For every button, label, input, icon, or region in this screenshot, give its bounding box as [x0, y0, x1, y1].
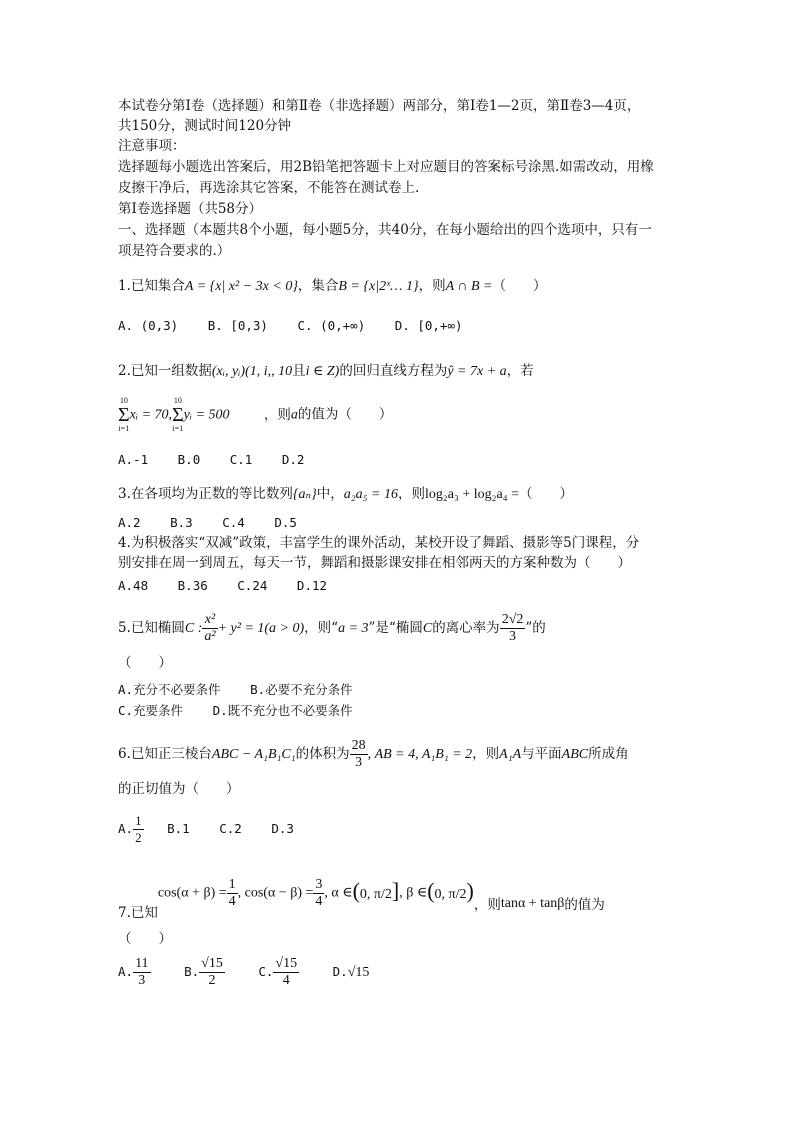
- q5-eccentricity: $\frac{2√2}{3}$: [501, 612, 524, 644]
- q5-option-d: D.既不充分也不必要条件: [212, 703, 353, 718]
- q2-option-a: A.-1: [118, 452, 149, 467]
- q7-options: [118, 956, 369, 989]
- sum-symbol-2: 10 Σ i=1: [172, 396, 184, 433]
- q4-option-d: D.12: [296, 578, 328, 593]
- q5-option-b: B.必要不充分条件: [250, 682, 353, 697]
- q7-option-c: C. $\frac{√15}{4}$: [258, 956, 298, 988]
- q2-data: (xᵢ, yᵢ)(1, i,, 10: [211, 364, 293, 379]
- q3-seq: {aₙ}: [292, 487, 317, 502]
- q1-option-d: D. [0,+∞): [394, 318, 463, 333]
- notice-line-2: 皮擦干净后，再选涂其它答案，不能答在测试卷上.: [118, 180, 420, 196]
- q5-options-row-1: [118, 680, 375, 698]
- q1-blank: （ ）: [492, 278, 547, 294]
- q7-cond-4: , β ∈: [399, 885, 428, 901]
- q1-prefix: 1.已知集合: [118, 278, 185, 294]
- q4-options: [118, 578, 349, 593]
- q6-options: [118, 813, 316, 846]
- q2-ask: ，则: [263, 406, 291, 423]
- question-2: [118, 361, 534, 382]
- q6-prefix: 6.已知正三棱台: [118, 746, 212, 762]
- question-4-line-2: 别安排在周一到周五，每天一节，舞蹈和摄影课安排在相邻两天的方案种数为（ ）: [118, 555, 631, 571]
- q1-expr: A ∩ B =: [445, 279, 493, 294]
- notice-line-1: 选择题每小题选出答案后，用2B铅笔把答题卡上对应题目的答案标号涂黑.如需改动，用橡: [118, 159, 654, 175]
- q7-option-a: A. $\frac{11}{3}$: [118, 956, 149, 988]
- q1-option-c: C. (0,+∞): [297, 318, 366, 333]
- intro-line-2: 共150分，测试时间120分钟: [118, 118, 292, 134]
- q5-suffix: ”的: [525, 620, 546, 636]
- q3-mid2: ，则: [397, 486, 425, 502]
- q3-option-b: B.3: [170, 515, 193, 530]
- q6-option-a: A. $\frac{1}{2}$: [118, 813, 142, 845]
- q3-cond: a₂a₅ = 16: [343, 487, 398, 502]
- q2-equation: ŷ = 7x + a: [447, 364, 507, 379]
- q2-cond: i ∈ Z): [305, 364, 340, 379]
- q7-frac-1: $\frac{1}{4}$: [228, 876, 236, 909]
- q2-suffix: ，若: [506, 363, 534, 379]
- q1-option-a: A. (0,3): [118, 318, 179, 333]
- q6-option-b: B.1: [167, 821, 190, 836]
- q3-prefix: 3.在各项均为正数的等比数列: [118, 486, 293, 502]
- q5-option-a: A.充分不必要条件: [118, 682, 221, 697]
- q6-mid3: 与平面: [521, 746, 562, 762]
- q2-options: [118, 452, 326, 467]
- q3-options: [118, 515, 319, 530]
- q7-suffix: 的值为: [564, 896, 605, 913]
- q1-set-a: A = {x| x² − 3x < 0}: [184, 279, 298, 294]
- q3-mid: 中，: [316, 486, 344, 502]
- sum-symbol-1: 10 Σ i=1: [118, 396, 130, 433]
- q7-prefix: 7.已知: [118, 904, 158, 921]
- q7-mid: ，则: [473, 896, 501, 913]
- q7-cond-2: , cos(α − β) =: [237, 885, 314, 901]
- q2-sum-x: xᵢ = 70,: [129, 407, 173, 423]
- q5-option-c: C.充要条件: [118, 703, 184, 718]
- notice-title: 注意事项：: [118, 138, 186, 154]
- question-3: [118, 484, 573, 505]
- question-4-line-1: 4.为积极落实“双减”政策，丰富学生的课外活动，某校开设了舞蹈、摄影等5门课程，分: [118, 535, 640, 551]
- q5-mid: ，则“: [304, 620, 339, 636]
- q5-options-row-2: [118, 701, 375, 719]
- q2-sums: [118, 396, 392, 434]
- q1-options: [118, 318, 485, 333]
- q2-option-c: C.1: [229, 452, 253, 467]
- q7-cond-1: cos(α + β) =: [157, 885, 227, 901]
- question-1: [118, 276, 547, 297]
- q7-interval-2: (0, π/2): [427, 878, 474, 903]
- q7-cond-3: , α ∈: [324, 885, 353, 901]
- q1-set-b: B = {x|2ˣ… 1}: [338, 279, 419, 294]
- q2-prefix: 2.已知一组数据: [118, 363, 212, 379]
- q7-expr: tanα + tanβ: [500, 895, 565, 911]
- q3-expr: log₂a₃ + log₂a₄ =: [424, 487, 519, 502]
- q6-mid2: ，则: [472, 746, 500, 762]
- q2-mid: 且: [292, 363, 306, 379]
- q6-solid: ABC − A₁B₁C₁: [211, 747, 296, 762]
- q2-sum-y: yᵢ = 500: [183, 407, 230, 423]
- q2-option-b: B.0: [177, 452, 201, 467]
- q6-cond: , AB = 4, A₁B₁ = 2: [367, 747, 473, 762]
- q7-option-b: B. $\frac{√15}{2}$: [184, 956, 223, 988]
- q6-option-c: C.2: [219, 821, 242, 836]
- q6-suffix: 所成角: [588, 746, 629, 762]
- q7-option-d: D.√15: [332, 964, 370, 980]
- q3-option-d: D.5: [274, 515, 297, 530]
- q5-blank: （ ）: [118, 655, 172, 671]
- q6-line-2: 的正切值为（ ）: [118, 781, 240, 797]
- q2-option-d: D.2: [281, 452, 305, 467]
- q2-mid2: 的回归直线方程为: [339, 363, 448, 379]
- q6-plane: ABC: [561, 747, 589, 762]
- q1-option-b: B. [0,3): [207, 318, 268, 333]
- q6-edge: A₁A: [499, 747, 522, 762]
- section-line-2: 项是符合要求的.）: [118, 243, 231, 259]
- q3-option-a: A.2: [118, 515, 141, 530]
- q5-prefix: 5.已知椭圆: [118, 620, 185, 636]
- question-5: [118, 611, 546, 646]
- q4-option-a: A.48: [118, 578, 149, 593]
- q5-mid3: 的离心率为: [432, 620, 500, 636]
- q6-volume: $\frac{28}{3}$: [351, 738, 366, 770]
- q6-mid: 的体积为: [295, 746, 350, 762]
- q7-interval-1: (0, π/2]: [352, 878, 400, 903]
- q5-mid2: ”是“椭圆: [368, 620, 423, 636]
- q5-c: C: [422, 621, 433, 636]
- q7-blank: （ ）: [118, 931, 172, 947]
- q1-mid: ，集合: [297, 278, 339, 294]
- q1-suffix: ，则: [418, 278, 446, 294]
- part-title: 第Ⅰ卷选择题（共58分）: [118, 201, 263, 217]
- q5-fraction: $\frac{\text{x²}}{\text{a²}}$: [204, 612, 216, 644]
- question-6: [118, 736, 629, 773]
- q5-cond: a = 3: [338, 621, 369, 636]
- intro-line-1: 本试卷分第Ⅰ卷（选择题）和第Ⅱ卷（非选择题）两部分，第Ⅰ卷1—2页，第Ⅱ卷3—4页，: [118, 98, 641, 114]
- q2-var: a: [290, 407, 298, 423]
- q6-option-d: D.3: [271, 821, 294, 836]
- q3-option-c: C.4: [222, 515, 245, 530]
- section-line-1: 一、选择题（本题共8个小题，每小题5分，共40分，在每小题给出的四个选项中，只有一: [118, 222, 652, 238]
- q5-rest: + y² = 1(a > 0): [217, 621, 305, 636]
- q3-blank: （ ）: [518, 486, 573, 502]
- q4-option-b: B.36: [177, 578, 208, 593]
- q5-ellipse-c: C :: [184, 621, 203, 636]
- q2-ask2: 的值为（ ）: [297, 406, 393, 423]
- question-7-conditions: [118, 871, 605, 921]
- q4-option-c: C.24: [237, 578, 268, 593]
- q7-frac-2: $\frac{3}{4}$: [315, 876, 323, 909]
